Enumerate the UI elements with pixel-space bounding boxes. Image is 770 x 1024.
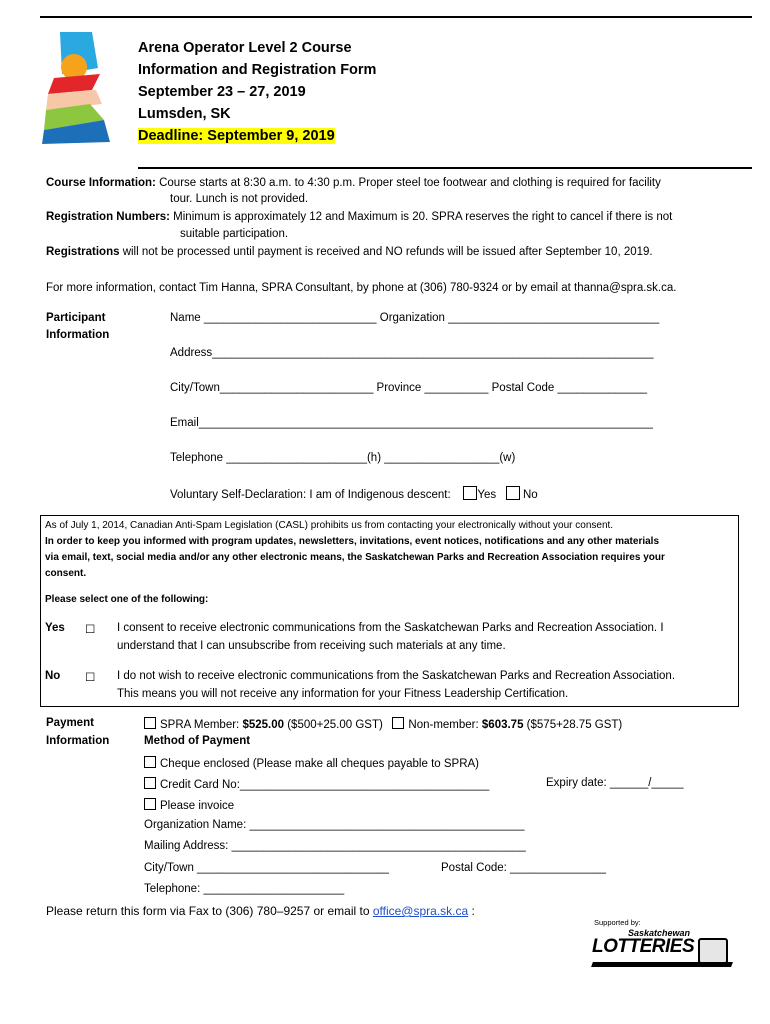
email-field[interactable]: Email_______________________________________________________________________ [170, 417, 653, 429]
telephone-field[interactable]: Telephone ______________________(h) __________________(w) [170, 452, 516, 464]
casl-line-2: In order to keep you informed with program updates, newsletters, invitations, event notices, notifications and any other materials [45, 536, 660, 547]
payment-label-1: Payment [46, 717, 94, 729]
credit-checkbox[interactable] [144, 777, 156, 789]
title-line-1: Arena Operator Level 2 Course [138, 40, 352, 56]
address-field[interactable]: Address_____________________________________________________________________ [170, 347, 654, 359]
course-info-text: Course starts at 8:30 a.m. to 4:30 p.m. Proper steel toe footwear and clothing is required for facility [159, 177, 661, 189]
mailing-address-field[interactable]: Mailing Address: ______________________________________________ [144, 840, 526, 852]
casl-yes-text-2: understand that I can unsubscribe from receiving such materials at any time. [117, 640, 506, 652]
title-line-4: Lumsden, SK [138, 106, 231, 122]
method-of-payment: Method of Payment [144, 735, 251, 747]
indigenous-yes-checkbox[interactable] [463, 486, 477, 500]
casl-no-label: No [45, 670, 61, 682]
casl-no-text-2: This means you will not receive any information for your Fitness Leadership Certification. [117, 688, 569, 700]
casl-line-1: As of July 1, 2014, Canadian Anti-Spam Legislation (CASL) prohibits us from contacting your electronically without your consent. [45, 520, 614, 531]
invoice-checkbox[interactable] [144, 798, 156, 810]
nonmember-price: $603.75 [481, 719, 524, 731]
expiry-field[interactable]: Expiry date: ______/_____ [546, 777, 684, 789]
nonmember-pre: Non-member: [408, 719, 482, 731]
lotteries-underline [591, 962, 733, 967]
casl-yes-label: Yes [45, 622, 65, 634]
top-rule [40, 16, 752, 18]
saskatchewan-text: Saskatchewan [628, 928, 691, 938]
participant-label-1: Participant [46, 312, 106, 324]
registration-text-2: suitable participation. [180, 228, 289, 240]
course-info-text-2: tour. Lunch is not provided. [170, 193, 309, 205]
casl-yes-text-1: I consent to receive electronic communications from the Saskatchewan Parks and Recreation Association. I [117, 622, 664, 634]
casl-no-checkbox[interactable]: ☐ [85, 672, 96, 684]
indigenous-yes-label: Yes [477, 489, 497, 501]
casl-select: Please select one of the following: [45, 594, 209, 605]
indigenous-no-label: No [522, 489, 538, 501]
payment-postal-field[interactable]: Postal Code: _______________ [441, 862, 606, 874]
return-after: : [468, 904, 475, 918]
registration-text: Minimum is approximately 12 and Maximum is 20. SPRA reserves the right to cancel if there is not [173, 211, 673, 223]
cheque-label: Cheque enclosed (Please make all cheques payable to SPRA) [160, 758, 479, 770]
payment-city-field[interactable]: City/Town ______________________________ [144, 862, 389, 874]
lotteries-text: LOTTERIES [592, 936, 695, 957]
registration-label: Registration Numbers: [46, 211, 170, 223]
casl-no-text-1: I do not wish to receive electronic communications from the Saskatchewan Parks and Recreation Association. [117, 670, 676, 682]
supported-by: Supported by: [594, 918, 641, 927]
refund-text: will not be processed until payment is received and NO refunds will be issued after September 10, 2019. [119, 246, 653, 258]
casl-line-3: via email, text, social media and/or any other electronic means, the Saskatchewan Parks and Recreation Association requires your [45, 552, 665, 563]
city-field[interactable]: City/Town________________________ Province __________ Postal Code ______________ [170, 382, 648, 394]
header-rule [138, 167, 752, 169]
member-post: ($500+25.00 GST) [284, 719, 383, 731]
member-price: $525.00 [242, 719, 285, 731]
cheque-checkbox[interactable] [144, 756, 156, 768]
contact-text: For more information, contact Tim Hanna, SPRA Consultant, by phone at (306) 780-9324 or by email at thanna@spra.sk.ca. [46, 282, 677, 294]
office-email-link[interactable]: office@spra.sk.ca [372, 904, 469, 918]
course-info-label: Course Information: [46, 177, 156, 189]
indigenous-question: Voluntary Self-Declaration: I am of Indigenous descent: [170, 489, 451, 501]
spra-logo [40, 30, 112, 148]
payment-label-2: Information [46, 735, 110, 747]
invoice-label: Please invoice [160, 800, 235, 812]
lotteries-logo [592, 916, 734, 972]
name-field[interactable]: Name ___________________________ Organization _________________________________ [170, 312, 660, 324]
member-checkbox[interactable] [144, 717, 156, 729]
participant-label-2: Information [46, 329, 110, 341]
nonmember-checkbox[interactable] [392, 717, 404, 729]
casl-yes-checkbox[interactable]: ☐ [85, 624, 96, 636]
casl-line-4: consent. [45, 568, 87, 579]
title-line-3: September 23 – 27, 2019 [138, 84, 306, 100]
return-text: Please return this form via Fax to (306) 780–9257 or email to [46, 904, 373, 918]
nonmember-post: ($575+28.75 GST) [523, 719, 623, 731]
deadline: Deadline: September 9, 2019 [138, 128, 335, 144]
casl-consent-box [40, 515, 739, 707]
refund-bold: Registrations [46, 246, 120, 258]
payment-telephone-field[interactable]: Telephone: ______________________ [144, 883, 345, 895]
credit-field[interactable]: Credit Card No:_______________________________________ [160, 779, 490, 791]
member-pre: SPRA Member: [160, 719, 243, 731]
title-line-2: Information and Registration Form [138, 62, 377, 78]
indigenous-no-checkbox[interactable] [506, 486, 520, 500]
organization-field[interactable]: Organization Name: ___________________________________________ [144, 819, 525, 831]
lotteries-seal-icon [698, 938, 728, 964]
